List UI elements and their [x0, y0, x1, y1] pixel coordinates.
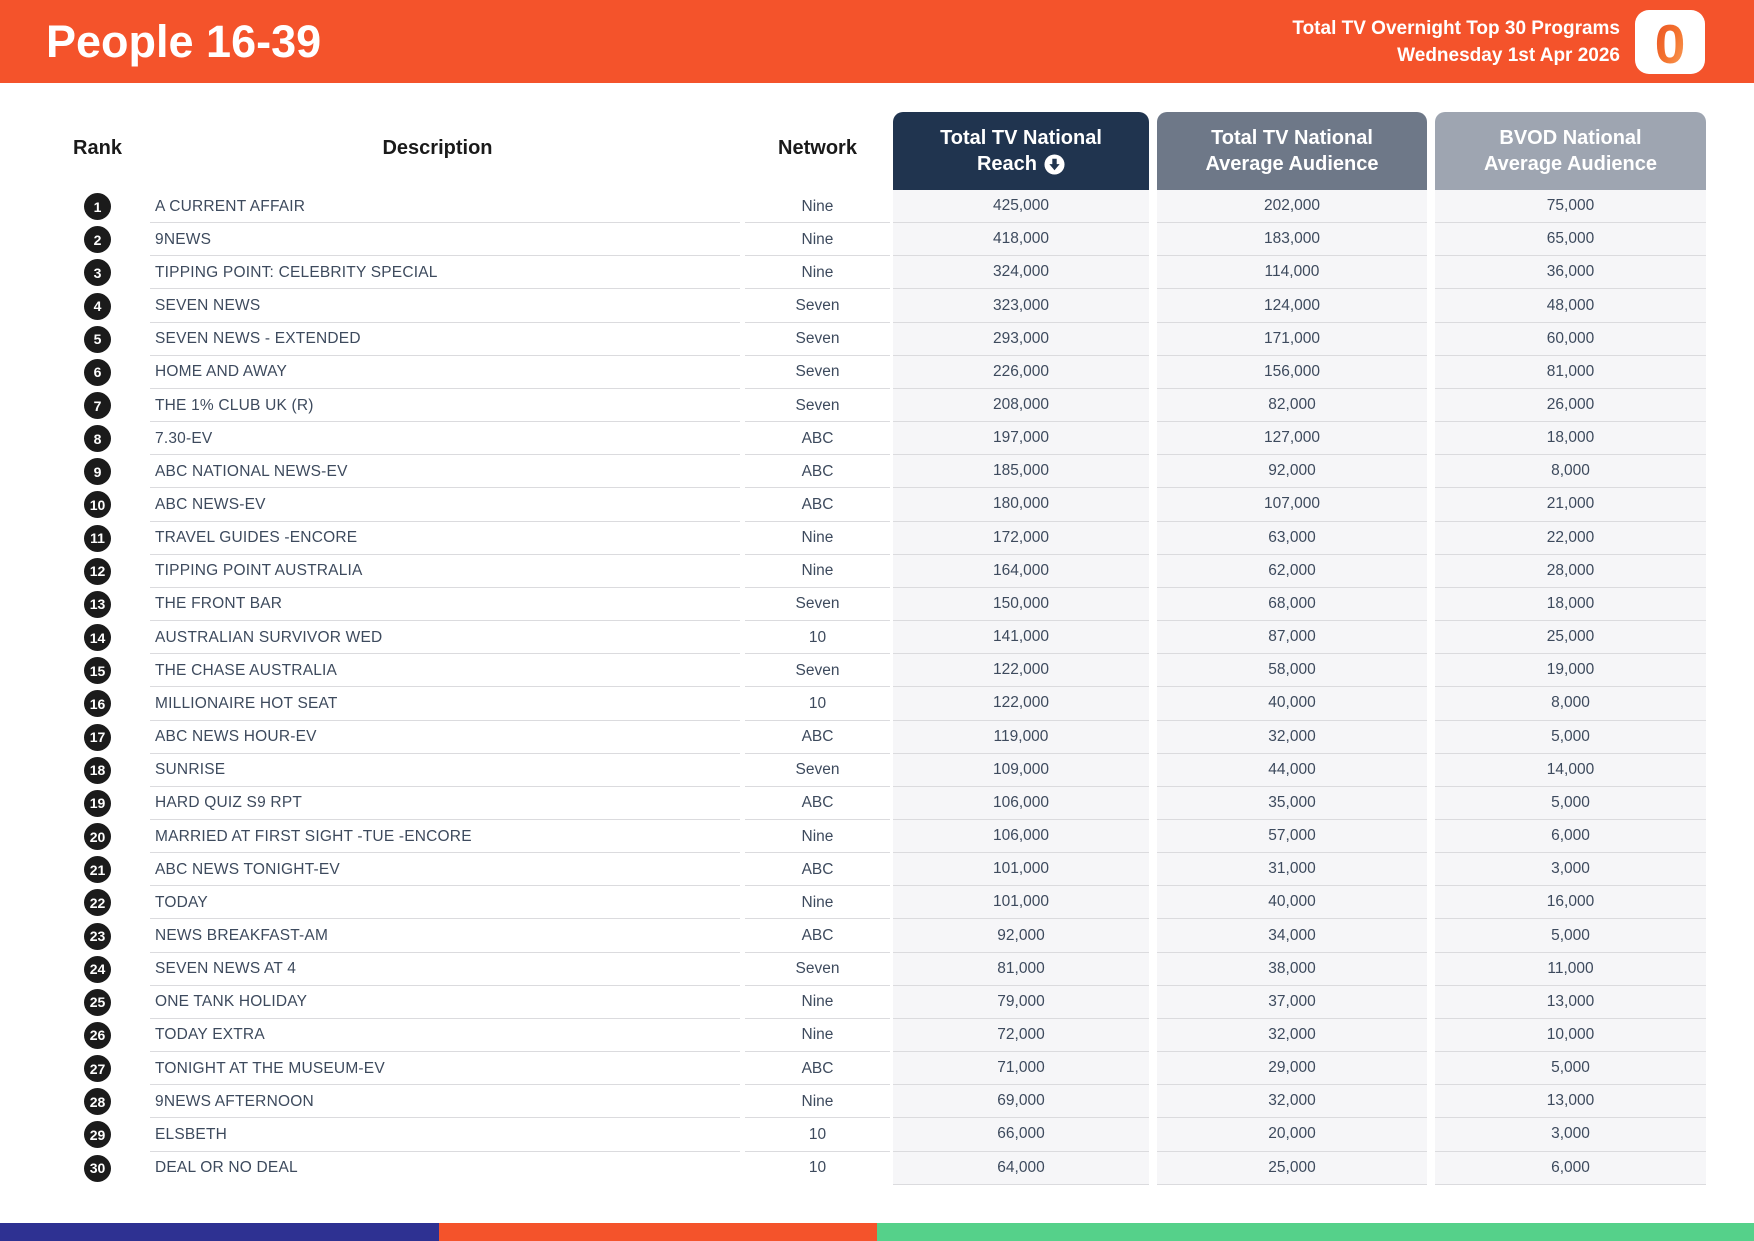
- network-value: ABC: [745, 422, 890, 455]
- avg-audience-value: 171,000: [1157, 323, 1427, 356]
- report-subtitle: [1292, 15, 1620, 69]
- avg-audience-value: 25,000: [1157, 1152, 1427, 1185]
- network-value: Seven: [745, 953, 890, 986]
- rank-badge: 8: [84, 425, 111, 452]
- rank-badge: 27: [84, 1055, 111, 1082]
- bvod-audience-value: 19,000: [1435, 654, 1706, 687]
- reach-value: 122,000: [893, 687, 1149, 720]
- program-description: A CURRENT AFFAIR: [135, 190, 740, 223]
- page-title: People 16-39: [46, 16, 322, 67]
- column-header-reach[interactable]: [893, 112, 1149, 190]
- program-description: TIPPING POINT AUSTRALIA: [135, 555, 740, 588]
- rank-badge: 29: [84, 1121, 111, 1148]
- reach-value: 101,000: [893, 886, 1149, 919]
- program-description: DEAL OR NO DEAL: [155, 1159, 298, 1177]
- program-description: ABC NEWS-EV: [135, 488, 740, 521]
- reach-header-line1: Total TV National: [940, 127, 1102, 149]
- avg-audience-value: 87,000: [1157, 621, 1427, 654]
- bvod-audience-value: 8,000: [1435, 687, 1706, 720]
- reach-value: 69,000: [893, 1085, 1149, 1118]
- bvod-audience-value: 28,000: [1435, 555, 1706, 588]
- footer-segment: [439, 1223, 878, 1241]
- bvod-audience-value: 3,000: [1435, 853, 1706, 886]
- program-description: THE FRONT BAR: [135, 588, 740, 621]
- bvod-audience-value: 16,000: [1435, 886, 1706, 919]
- avg-audience-value: 124,000: [1157, 289, 1427, 322]
- footer-segment: [0, 1223, 439, 1241]
- rank-badge: 6: [84, 359, 111, 386]
- column-header-description: Description: [382, 137, 493, 159]
- network-value: 10: [745, 621, 890, 654]
- network-value: ABC: [745, 721, 890, 754]
- program-description: ELSBETH: [135, 1118, 740, 1151]
- bvod-audience-value: 48,000: [1435, 289, 1706, 322]
- table-row: [0, 687, 1754, 720]
- avg-audience-value: 127,000: [1157, 422, 1427, 455]
- column-header-average-audience[interactable]: [1157, 112, 1427, 190]
- rank-badge: 1: [84, 193, 111, 220]
- avg-audience-value: 32,000: [1157, 721, 1427, 754]
- program-description: SUNRISE: [135, 754, 740, 787]
- program-description: MARRIED AT FIRST SIGHT -TUE -ENCORE: [135, 820, 740, 853]
- network-value: Seven: [745, 389, 890, 422]
- footer-segment: [877, 1223, 1754, 1241]
- table-header: [0, 83, 1754, 190]
- table-row: [0, 323, 1754, 356]
- rank-badge: 12: [84, 558, 111, 585]
- reach-value: 164,000: [893, 555, 1149, 588]
- rank-badge: 21: [84, 856, 111, 883]
- table-row: [0, 953, 1754, 986]
- table-body: [0, 190, 1754, 1185]
- rank-badge: 2: [84, 226, 111, 253]
- reach-value: 81,000: [893, 953, 1149, 986]
- avg-audience-value: 82,000: [1157, 389, 1427, 422]
- report-type-label: Total TV Overnight Top 30 Programs: [1292, 17, 1620, 39]
- table-row: [0, 555, 1754, 588]
- bvod-audience-value: 18,000: [1435, 588, 1706, 621]
- avg-audience-value: 58,000: [1157, 654, 1427, 687]
- network-value: Nine: [745, 1085, 890, 1118]
- reach-value: 425,000: [893, 190, 1149, 223]
- column-header-network: Network: [778, 137, 857, 159]
- program-description: THE CHASE AUSTRALIA: [135, 654, 740, 687]
- bvod-audience-value: 5,000: [1435, 919, 1706, 952]
- table-row: [0, 455, 1754, 488]
- program-description: 9NEWS: [135, 223, 740, 256]
- rank-badge: 10: [84, 491, 111, 518]
- program-description: ABC NATIONAL NEWS-EV: [135, 455, 740, 488]
- program-description: TRAVEL GUIDES -ENCORE: [135, 522, 740, 555]
- reach-value: 180,000: [893, 488, 1149, 521]
- reach-value: 101,000: [893, 853, 1149, 886]
- table-row: [0, 256, 1754, 289]
- program-description: THE 1% CLUB UK (R): [135, 389, 740, 422]
- program-description: TONIGHT AT THE MUSEUM-EV: [135, 1052, 740, 1085]
- bvod-audience-value: 26,000: [1435, 389, 1706, 422]
- reach-value: 172,000: [893, 522, 1149, 555]
- table-row: [0, 986, 1754, 1019]
- rank-badge: 22: [84, 889, 111, 916]
- table-row: [0, 1052, 1754, 1085]
- network-value: Seven: [745, 588, 890, 621]
- avg-audience-value: 44,000: [1157, 754, 1427, 787]
- reach-value: 72,000: [893, 1019, 1149, 1052]
- report-date: Wednesday 1st Apr 2026: [1397, 44, 1620, 66]
- reach-value: 208,000: [893, 389, 1149, 422]
- reach-value: 141,000: [893, 621, 1149, 654]
- rank-badge: 7: [84, 392, 111, 419]
- bvod-audience-value: 10,000: [1435, 1019, 1706, 1052]
- reach-value: 185,000: [893, 455, 1149, 488]
- reach-header-line2: Reach: [976, 153, 1038, 175]
- reach-value: 119,000: [893, 721, 1149, 754]
- network-value: ABC: [745, 853, 890, 886]
- footer-bar: [0, 1223, 1754, 1241]
- avg-audience-value: 107,000: [1157, 488, 1427, 521]
- network-value: Seven: [745, 356, 890, 389]
- program-description: TODAY: [135, 886, 740, 919]
- bvod-audience-value: 6,000: [1435, 820, 1706, 853]
- avg-audience-value: 34,000: [1157, 919, 1427, 952]
- rank-badge: 17: [84, 724, 111, 751]
- oztam-logo: [1635, 10, 1705, 74]
- program-description: MILLIONAIRE HOT SEAT: [135, 687, 740, 720]
- column-header-bvod-audience[interactable]: [1435, 112, 1706, 190]
- table-row: [0, 422, 1754, 455]
- reach-value: 106,000: [893, 787, 1149, 820]
- bvod-audience-value: 8,000: [1435, 455, 1706, 488]
- rank-badge: 26: [84, 1022, 111, 1049]
- bvod-audience-value: 14,000: [1435, 754, 1706, 787]
- program-description: TIPPING POINT: CELEBRITY SPECIAL: [135, 256, 740, 289]
- network-value: 10: [808, 1159, 827, 1177]
- reach-value: 122,000: [893, 654, 1149, 687]
- reach-value: 109,000: [893, 754, 1149, 787]
- avg-audience-value: 32,000: [1157, 1019, 1427, 1052]
- bvod-audience-value: 21,000: [1435, 488, 1706, 521]
- network-value: Nine: [745, 820, 890, 853]
- table-row: [0, 488, 1754, 521]
- rank-badge: 3: [84, 259, 111, 286]
- reach-value: 79,000: [893, 986, 1149, 1019]
- table-row: [0, 1019, 1754, 1052]
- reach-value: 64,000: [893, 1152, 1149, 1185]
- reach-value: 418,000: [893, 223, 1149, 256]
- avg-audience-value: 202,000: [1157, 190, 1427, 223]
- program-description: ABC NEWS HOUR-EV: [135, 721, 740, 754]
- rank-badge: 28: [84, 1088, 111, 1115]
- rank-badge: 13: [84, 591, 111, 618]
- table-row: [0, 754, 1754, 787]
- table-row: [0, 223, 1754, 256]
- avg-header-line2: Average Audience: [1205, 153, 1379, 175]
- bvod-audience-value: 11,000: [1435, 953, 1706, 986]
- program-description: NEWS BREAKFAST-AM: [135, 919, 740, 952]
- rank-badge: 5: [84, 326, 111, 353]
- avg-audience-value: 35,000: [1157, 787, 1427, 820]
- network-value: Nine: [745, 555, 890, 588]
- avg-audience-value: 20,000: [1157, 1118, 1427, 1151]
- network-value: Seven: [745, 323, 890, 356]
- reach-value: 92,000: [893, 919, 1149, 952]
- reach-value: 293,000: [893, 323, 1149, 356]
- reach-value: 197,000: [893, 422, 1149, 455]
- rank-badge: 11: [84, 525, 111, 552]
- rank-badge: 24: [84, 956, 111, 983]
- avg-audience-value: 68,000: [1157, 588, 1427, 621]
- table-row: [0, 356, 1754, 389]
- rank-badge: 20: [84, 823, 111, 850]
- reach-value: 150,000: [893, 588, 1149, 621]
- table-row: [0, 721, 1754, 754]
- network-value: 10: [745, 1118, 890, 1151]
- bvod-audience-value: 5,000: [1435, 721, 1706, 754]
- table-row: [0, 389, 1754, 422]
- table-row: [0, 190, 1754, 223]
- network-value: Seven: [745, 754, 890, 787]
- rank-badge: 15: [84, 657, 111, 684]
- avg-audience-value: 92,000: [1157, 455, 1427, 488]
- avg-audience-value: 63,000: [1157, 522, 1427, 555]
- rank-badge: 18: [84, 757, 111, 784]
- program-description: SEVEN NEWS AT 4: [135, 953, 740, 986]
- bvod-header-line2: Average Audience: [1483, 153, 1658, 175]
- bvod-audience-value: 3,000: [1435, 1118, 1706, 1151]
- network-value: Nine: [745, 522, 890, 555]
- program-description: 7.30-EV: [135, 422, 740, 455]
- rank-badge: 14: [84, 624, 111, 651]
- avg-audience-value: 40,000: [1157, 687, 1427, 720]
- bvod-audience-value: 22,000: [1435, 522, 1706, 555]
- program-description: TODAY EXTRA: [135, 1019, 740, 1052]
- bvod-audience-value: 65,000: [1435, 223, 1706, 256]
- program-description: AUSTRALIAN SURVIVOR WED: [135, 621, 740, 654]
- table-row: [0, 654, 1754, 687]
- table-row: [0, 588, 1754, 621]
- header-bar: [0, 0, 1754, 83]
- avg-audience-value: 32,000: [1157, 1085, 1427, 1118]
- logo-zero-icon: [1646, 14, 1694, 70]
- rank-badge: 19: [84, 790, 111, 817]
- network-value: Nine: [745, 223, 890, 256]
- avg-audience-value: 40,000: [1157, 886, 1427, 919]
- rank-badge: 30: [84, 1155, 111, 1182]
- program-description: SEVEN NEWS - EXTENDED: [135, 323, 740, 356]
- table-row: [0, 886, 1754, 919]
- network-value: Seven: [745, 289, 890, 322]
- column-header-rank: Rank: [73, 137, 122, 159]
- network-value: Nine: [745, 886, 890, 919]
- avg-audience-value: 57,000: [1157, 820, 1427, 853]
- network-value: ABC: [745, 787, 890, 820]
- table-row: [0, 853, 1754, 886]
- avg-audience-value: 31,000: [1157, 853, 1427, 886]
- bvod-audience-value: 13,000: [1435, 1085, 1706, 1118]
- bvod-audience-value: 5,000: [1435, 1052, 1706, 1085]
- bvod-header-line1: BVOD National: [1499, 127, 1642, 149]
- header-right: [1292, 10, 1705, 74]
- reach-value: 226,000: [893, 356, 1149, 389]
- rank-badge: 9: [84, 458, 111, 485]
- bvod-audience-value: 75,000: [1435, 190, 1706, 223]
- network-value: Nine: [745, 1019, 890, 1052]
- network-value: ABC: [745, 1052, 890, 1085]
- avg-audience-value: 183,000: [1157, 223, 1427, 256]
- bvod-audience-value: 36,000: [1435, 256, 1706, 289]
- network-value: 10: [745, 687, 890, 720]
- table-row: [0, 1118, 1754, 1151]
- reach-value: 66,000: [893, 1118, 1149, 1151]
- rank-badge: 4: [84, 293, 111, 320]
- program-description: HOME AND AWAY: [135, 356, 740, 389]
- avg-audience-value: 62,000: [1157, 555, 1427, 588]
- bvod-audience-value: 60,000: [1435, 323, 1706, 356]
- bvod-audience-value: 25,000: [1435, 621, 1706, 654]
- avg-audience-value: 29,000: [1157, 1052, 1427, 1085]
- network-value: ABC: [745, 455, 890, 488]
- rank-badge: 25: [84, 989, 111, 1016]
- table-row: [0, 787, 1754, 820]
- table-row: [0, 1085, 1754, 1118]
- network-value: Nine: [745, 190, 890, 223]
- avg-audience-value: 156,000: [1157, 356, 1427, 389]
- bvod-audience-value: 5,000: [1435, 787, 1706, 820]
- reach-value: 71,000: [893, 1052, 1149, 1085]
- program-description: ONE TANK HOLIDAY: [135, 986, 740, 1019]
- bvod-audience-value: 6,000: [1435, 1152, 1706, 1185]
- program-description: 9NEWS AFTERNOON: [135, 1085, 740, 1118]
- table-row: [0, 820, 1754, 853]
- reach-value: 106,000: [893, 820, 1149, 853]
- bvod-audience-value: 18,000: [1435, 422, 1706, 455]
- table-row: [0, 289, 1754, 322]
- rank-badge: 16: [84, 690, 111, 717]
- network-value: Nine: [745, 256, 890, 289]
- program-description: SEVEN NEWS: [135, 289, 740, 322]
- table-row: [0, 522, 1754, 555]
- network-value: Nine: [745, 986, 890, 1019]
- avg-audience-value: 37,000: [1157, 986, 1427, 1019]
- table-row: [0, 919, 1754, 952]
- reach-value: 324,000: [893, 256, 1149, 289]
- table-row: [0, 621, 1754, 654]
- table-row: [0, 1152, 1754, 1185]
- rank-badge: 23: [84, 923, 111, 950]
- bvod-audience-value: 13,000: [1435, 986, 1706, 1019]
- network-value: Seven: [745, 654, 890, 687]
- bvod-audience-value: 81,000: [1435, 356, 1706, 389]
- svg-text:0: 0: [1654, 13, 1686, 70]
- sort-descending-icon: [1044, 154, 1065, 175]
- network-value: ABC: [745, 919, 890, 952]
- reach-value: 323,000: [893, 289, 1149, 322]
- program-description: ABC NEWS TONIGHT-EV: [135, 853, 740, 886]
- program-description: HARD QUIZ S9 RPT: [135, 787, 740, 820]
- avg-audience-value: 114,000: [1157, 256, 1427, 289]
- avg-header-line1: Total TV National: [1211, 127, 1373, 149]
- network-value: ABC: [745, 488, 890, 521]
- avg-audience-value: 38,000: [1157, 953, 1427, 986]
